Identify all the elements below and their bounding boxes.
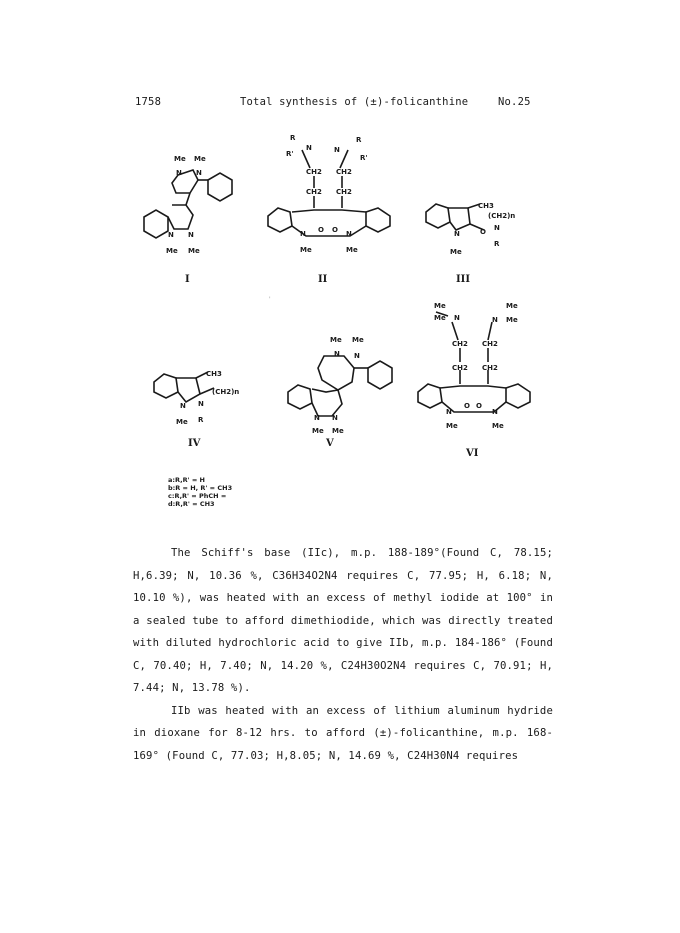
struct-VI-atom-2: Me [506,302,518,310]
legend-d: d:R,R' = CH3 [168,500,215,508]
struct-I-atom-3: N [196,169,202,177]
struct-II-atom-7: CH2 [336,168,352,176]
structure-V [282,330,402,439]
paragraph-2: IIb was heated with an excess of lithium aluminum hydride in dioxane for 8-12 hrs. to afford (±)-folicanthine, m.p. 168-169° (Found C, 77.03; H,8.05; N, 14.69 %, C24H30N4 requires [133,704,553,762]
struct-II-atom-6: CH2 [306,168,322,176]
struct-VI-atom-10: N [446,408,452,416]
struct-II-atom-10: N [300,230,306,238]
struct-VI-atom-0: Me [434,302,446,310]
struct-IV-atom-5: R [198,416,204,424]
struct-VI-atom-6: CH2 [452,340,468,348]
structure-I [138,145,238,264]
struct-II-atom-15: Me [346,246,358,254]
substituent-legend [168,476,232,508]
structure-IV [148,368,258,437]
struct-V-atom-1: Me [352,336,364,344]
struct-VI-atom-14: Me [446,422,458,430]
structure-V-label: V [326,438,334,449]
structure-II [262,128,402,262]
struct-III-atom-4: O [480,228,486,236]
struct-II-atom-13: O [332,226,338,234]
page-number: 1758 [135,96,162,108]
struct-II-atom-9: CH2 [336,188,352,196]
struct-II-atom-14: Me [300,246,312,254]
struct-I-atom-6: Me [166,247,178,255]
struct-V-atom-3: N [354,352,360,360]
struct-VI-atom-1: Me [434,314,446,322]
struct-VI-atom-9: CH2 [482,364,498,372]
legend-c: c:R,R' = PhCH = [168,492,227,500]
struct-V-atom-6: Me [312,427,324,435]
running-title: Total synthesis of (±)-folicanthine [240,96,469,108]
struct-II-atom-3: N [334,146,340,154]
struct-IV-atom-1: (CH2)n [212,388,240,396]
issue-number: No.25 [498,96,531,108]
struct-V-atom-4: N [314,414,320,422]
structure-VI [412,300,537,444]
struct-II-atom-11: N [346,230,352,238]
struct-IV-atom-4: Me [176,418,188,426]
struct-II-atom-0: R [290,134,296,142]
structure-II-label: II [318,274,328,285]
struct-III-atom-0: CH3 [478,202,494,210]
structure-VI-label: VI [466,448,479,459]
structure-III [420,196,530,270]
struct-III-atom-1: (CH2)n [488,212,516,220]
paragraph-1: The Schiff's base (IIc), m.p. 188-189°(Found C, 78.15; H,6.39; N, 10.36 %, C36H34O2N4 requires C, 77.95; H, 6.18; N, 10.10 %), was heated with an excess of methyl iodide at 100° in a sealed tube to afford dimethiodide, which was directly treated with diluted hydrochloric acid to give IIb, m.p. 184-186° (Found C, 70.40; H, 7.40; N, 14.20 %, C24H30O2N4 requires C, 70.91; H, 7.44; N, 13.78 %). [133,547,553,694]
struct-I-atom-5: N [188,231,194,239]
struct-IV-atom-0: CH3 [206,370,222,378]
struct-III-atom-2: N [454,230,460,238]
struct-IV-atom-2: N [180,402,186,410]
struct-II-atom-12: O [318,226,324,234]
struct-I-atom-4: N [168,231,174,239]
struct-I-atom-7: Me [188,247,200,255]
struct-II-atom-5: R' [360,154,368,162]
struct-VI-atom-4: N [454,314,460,322]
struct-VI-atom-8: CH2 [452,364,468,372]
struct-VI-atom-11: N [492,408,498,416]
struct-II-atom-2: N [306,144,312,152]
struct-I-atom-0: Me [174,155,186,163]
legend-b: b:R = H, R' = CH3 [168,484,233,492]
struct-II-atom-1: R' [286,150,294,158]
struct-VI-atom-12: O [464,402,470,410]
struct-II-atom-8: CH2 [306,188,322,196]
legend-a: a:R,R' = H [168,476,205,484]
struct-I-atom-1: Me [194,155,206,163]
structure-III-label: III [456,274,471,285]
struct-I-atom-2: N [176,169,182,177]
struct-III-atom-3: N [494,224,500,232]
struct-III-atom-5: Me [450,248,462,256]
struct-V-atom-7: Me [332,427,344,435]
body-text [133,542,553,767]
struct-VI-atom-5: N [492,316,498,324]
struct-III-atom-6: R [494,240,500,248]
struct-V-atom-0: Me [330,336,342,344]
struct-V-atom-2: N [334,350,340,358]
struct-II-atom-4: R [356,136,362,144]
struct-V-atom-5: N [332,414,338,422]
structure-IV-label: IV [188,438,201,449]
struct-VI-atom-15: Me [492,422,504,430]
structure-I-label: I [185,274,190,285]
struct-VI-atom-13: O [476,402,482,410]
struct-VI-atom-3: Me [506,316,518,324]
struct-IV-atom-3: N [198,400,204,408]
struct-VI-atom-7: CH2 [482,340,498,348]
